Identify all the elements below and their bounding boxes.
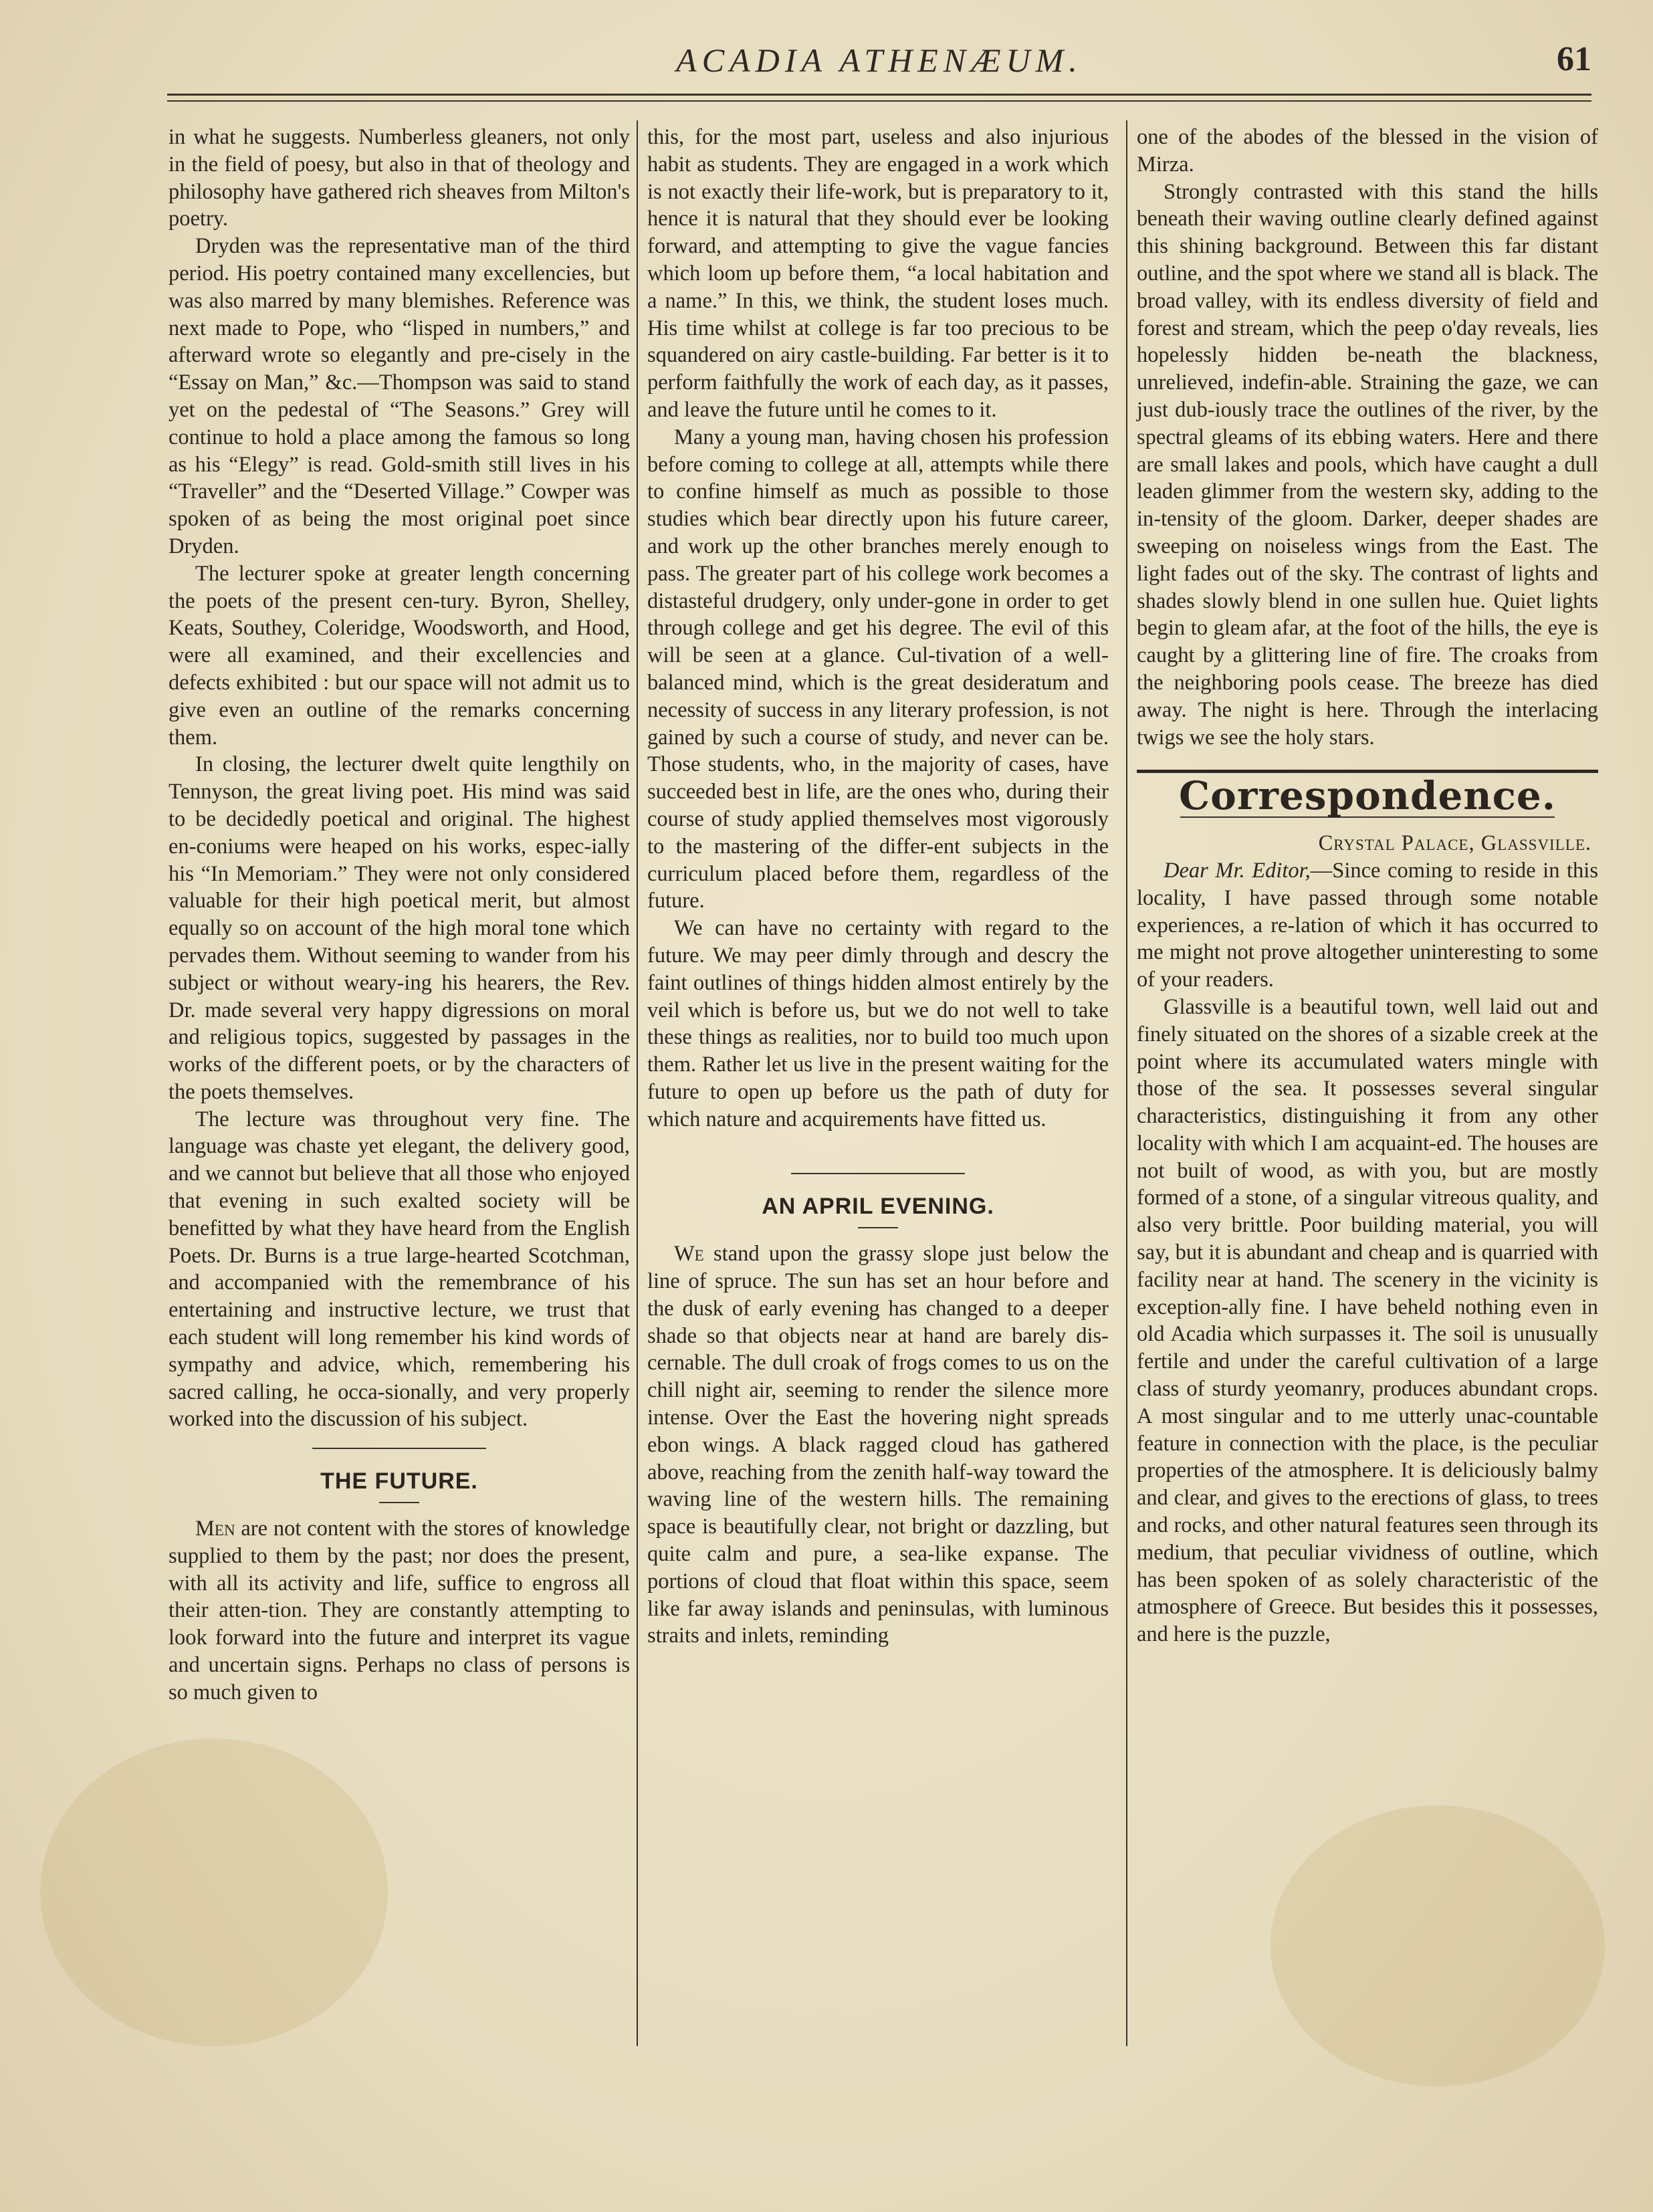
section-heading-april-evening: AN APRIL EVENING. xyxy=(762,1194,994,1220)
page-number: 61 xyxy=(1557,40,1591,78)
section-separator xyxy=(791,1173,965,1174)
column-1 xyxy=(169,124,630,2050)
paragraph-text: stand upon the grassy slope just below the line of spruce. The sun has set an hour before and the dusk of early evening has changed to a deeper shade so that objects near at hand are barely dis-cernable. The dull croak of frogs comes to us on the chill night air, seeming to render the silence more intense. Over the East the hovering night spreads ebon wings. A black ragged cloud has gathered above, reaching from the zenith half-way toward the waving line of the western hills. The remaining space is beautifully clear, not bright or dazzling, but quite calm and pure, a sea-like expanse. The portions of cloud that float within this space, seem like far away islands and peninsulas, with luminous straits and inlets, reminding xyxy=(647,1242,1109,1648)
paragraph: In closing, the lecturer dwelt quite lengthily on Tennyson, the great living poet. His mind was said to be decidedly poetical and original. The highest en-coniums were heaped on his works, espec-ially his “In Memoriam.” They were not only considered valuable for their high poetical merit, but almost equally so on account of the high moral tone which pervades them. Without seeming to wander from his subject or without weary-ing his hearers, the Rev. Dr. made several very happy digressions on moral and religious topics, suggested by passages in the works of the different poets, or by the characters of the poets themselves. xyxy=(169,752,630,1104)
header-rule xyxy=(167,94,1591,96)
paragraph: We can have no certainty with regard to the future. We may peer dimly through and descry the faint outlines of things hidden almost entirely by the veil which is before us, but we do not well to take these things as realities, nor to build too much upon them. Rather let us live in the present waiting for the future to open up before us the path of duty for which nature and acquirements have fitted us. xyxy=(647,916,1109,1131)
section-separator xyxy=(312,1448,486,1449)
section-heading-correspondence: Correspondence. xyxy=(1179,773,1556,819)
drop-word: Men xyxy=(195,1517,235,1541)
page-header xyxy=(167,37,1591,84)
journal-title: ACADIA ATHENÆUM. xyxy=(676,41,1083,79)
paragraph xyxy=(169,1515,630,1706)
paragraph: Glassville is a beautiful town, well laid out and finely situated on the shores of a sizable creek at the point where its accumulated waters mingle with those of the sea. It possesses several singular characteristics, distinguishing it from any other locality with which I am acquaint-ed. The houses are not built of wood, as with you, but are mostly formed of a stone, of a singular vitreous quality, and also very brittle. Poor building material, you will say, but it is abundant and cheap and is quarried with facility near at hand. The scenery in the vicinity is exception-ally fine. I have beheld nothing even in old Acadia which surpasses it. The soil is unusually fertile and under the careful cultivation of a large class of sturdy yeomanry, produces abundant crops. A most singular and to me utterly unac-countable feature in connection with the place, is the peculiar properties of the atmosphere. It is deliciously balmy and clear, and gives to the erections of glass, to trees and rocks, and other natural features seen through its medium, that peculiar vividness of outline, which has been spoken of as solely characteristic of the atmosphere of Greece. But besides this it possesses, and here is the puzzle, xyxy=(1137,994,1598,1647)
column-2 xyxy=(647,124,1109,2050)
paragraph: Many a young man, having chosen his profession before coming to college at all, attempts while there to confine himself as much as possible to those studies which bear directly upon his future career, and work up the other branches merely enough to pass. The greater part of his college work becomes a distasteful drudgery, only under-gone in order to get through college and get his degree. The evil of this will be seen at a glance. Cul-tivation of a well-balanced mind, which is the great desideratum and necessity of success in any literary profession, is not gained by such a course of study, and never can be. Those students, who, in the majority of cases, have succeeded best in life, are the ones who, during their course of study applied themselves most vigorously to the mastering of the differ-ent subjects in the curriculum placed before them, regardless of the future. xyxy=(647,425,1109,913)
header-rule-secondary xyxy=(167,100,1591,102)
paragraph: in what he suggests. Numberless gleaners, not only in the field of poesy, but also in that of theology and philosophy have gathered rich sheaves from Milton's poetry. xyxy=(169,125,630,231)
letter-location: Crystal Palace, Glassville. xyxy=(1318,831,1591,856)
paragraph xyxy=(1137,857,1598,994)
paragraph: this, for the most part, useless and also injurious habit as students. They are engaged in a work which is not exactly their life-work, but is preparatory to it, hence it is natural that they should ever be looking forward, and attempting to give the vague fancies which loom up before them, “a local habitation and a name.” In this, we think, the student loses much. His time whilst at college is far too precious to be squandered on airy castle-building. Far better is it to perform faithfully the work of each day, as it passes, and leave the future until he comes to it. xyxy=(647,125,1109,422)
section-heading-future: THE FUTURE. xyxy=(320,1468,478,1495)
drop-word: We xyxy=(674,1242,704,1266)
paragraph: Dryden was the representative man of the third period. His poetry contained many excellencies, but was also marred by many blemishes. Reference was next made to Pope, who “lisped in numbers,” and afterward wrote so elegantly and pre-cisely in the “Essay on Man,” &c.—Thompson was said to stand yet on the pedestal of “The Seasons.” Grey will continue to hold a place among the famous so long as his “Elegy” is read. Gold-smith still lives in his “Traveller” and the “Deserted Village.” Cowper was spoken of as being the most original poet since Dryden. xyxy=(169,234,630,558)
paragraph xyxy=(647,1240,1109,1650)
column-divider xyxy=(1126,120,1127,2046)
heading-underline xyxy=(379,1502,419,1503)
paragraph: The lecturer spoke at greater length concerning the poets of the present cen-tury. Byron, Shelley, Keats, Southey, Coleridge, Woodsworth, and Hood, were all examined, and their excellencies and defects exhibited : but our space will not admit us to give even an outline of the remarks concerning them. xyxy=(169,561,630,750)
column-3 xyxy=(1137,124,1598,2050)
paragraph-text: are not content with the stores of knowledge supplied to them by the past; nor does the present, with all its activity and life, suffice to engross all their atten-tion. They are constantly attempting to look forward into the future and interpret its vague and uncertain signs. Perhaps no class of persons is so much given to xyxy=(169,1517,630,1704)
paragraph: one of the abodes of the blessed in the vision of Mirza. xyxy=(1137,125,1598,177)
paragraph-text: —Since coming to reside in this locality, I have passed through some notable experiences, a re-lation of which it has occurred to me might not prove altogether uninteresting to some of your readers. xyxy=(1137,858,1598,992)
column-divider xyxy=(637,120,638,2046)
salutation: Dear Mr. Editor, xyxy=(1164,858,1311,883)
paragraph: The lecture was throughout very fine. The language was chaste yet elegant, the delivery good, and we cannot but believe that all those who enjoyed that evening in such exalted society will be benefitted by what they have heard from the English Poets. Dr. Burns is a true large-hearted Scotchman, and accompanied with the remembrance of his entertaining and instructive lecture, we trust that each student will long remember his kind words of sympathy and advice, which, remembering his sacred calling, he occa-sionally, and very properly worked into the discussion of his subject. xyxy=(169,1107,630,1432)
heading-underline xyxy=(858,1227,898,1228)
paragraph: Strongly contrasted with this stand the hills beneath their waving outline clearly defined against this shining background. Between this far distant outline, and the spot where we stand all is black. The broad valley, with its endless diversity of field and forest and stream, which the peep o'day reveals, lies hopelessly hidden be-neath the blackness, unrelieved, indefin-able. Straining the gaze, we can just dub-iously trace the outlines of the river, by the spectral gleams of its ebbing waters. Here and there are small lakes and pools, which have caught a dull leaden glimmer from the western sky, adding to the in-tensity of the gloom. Darker, deeper shades are sweeping on noiseless wings from the East. The light fades out of the sky. The contrast of lights and shades slowly blend in one sullen hue. Quiet lights begin to gleam afar, at the foot of the hills, the eye is caught by a glittering line of fire. The croaks from the neighboring pools cease. The breeze has died away. The night is here. Through the interlacing twigs we see the holy stars. xyxy=(1137,179,1598,750)
